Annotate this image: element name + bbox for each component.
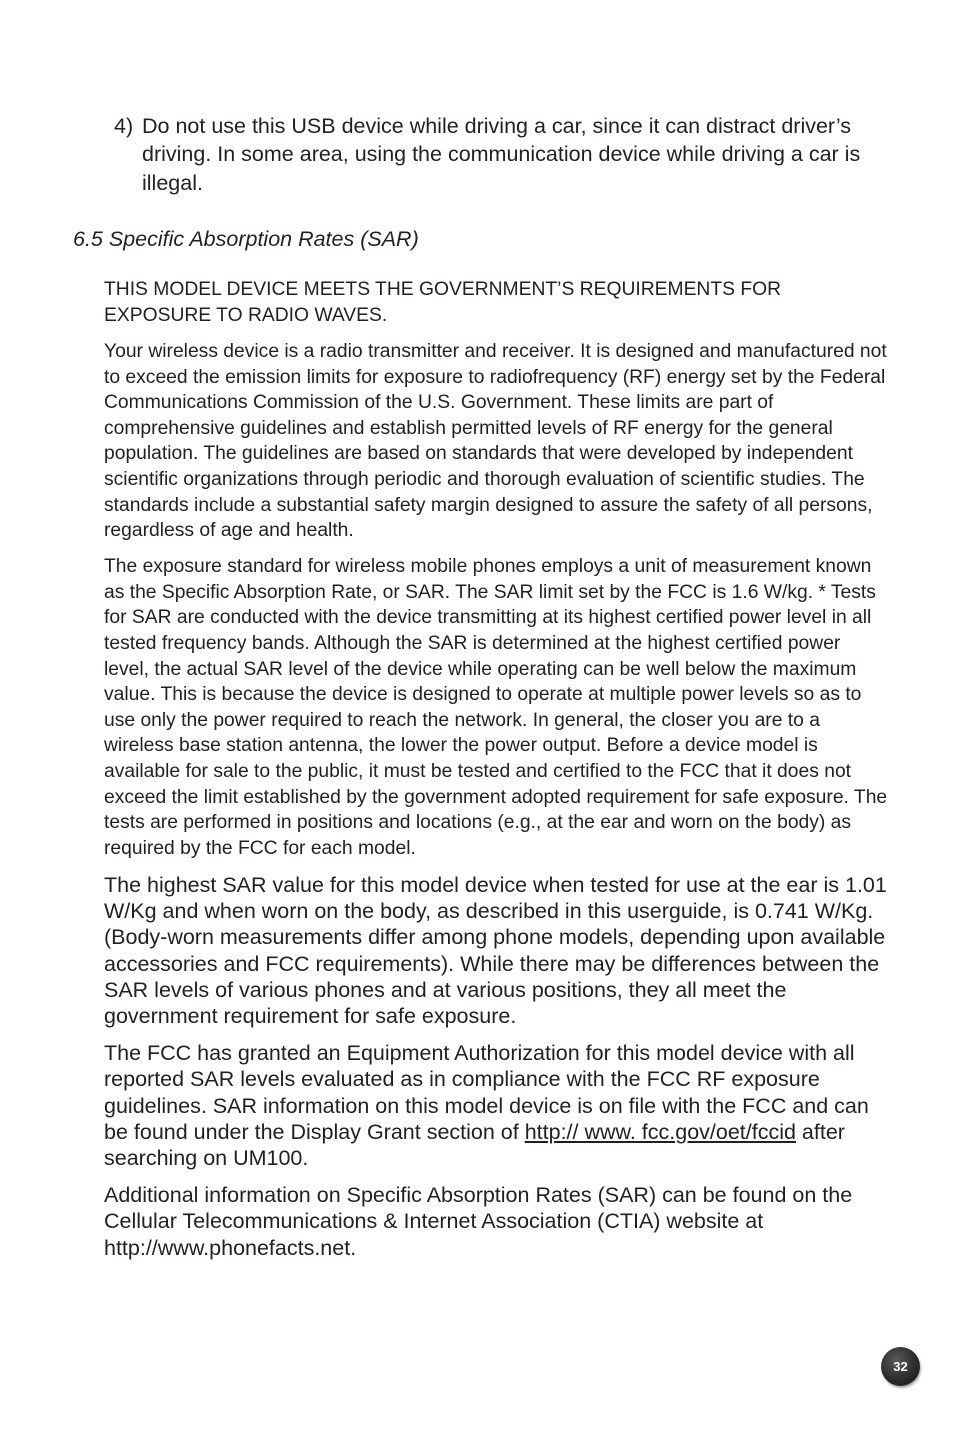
list-item-number: 4) (114, 114, 134, 138)
section-title: 6.5 Specific Absorption Rates (SAR) (73, 227, 419, 251)
fcc-text-before-link: The FCC has granted an Equipment Authorization for this model device with all reported SAR levels evaluated as in compliance with the FCC RF exposure guidelines. SAR information on this model device is on file with the FCC and can be found under the Display Grant section of (104, 1041, 869, 1145)
paragraph-additional-info: Additional information on Specific Absorption Rates (SAR) can be found on the Cellular Telecommunications & Internet Association (CTIA) website at http://www.phonefacts.net. (104, 1183, 853, 1260)
paragraph-highest-sar: The highest SAR value for this model device when tested for use at the ear is 1.01 W/Kg and when worn on the body, as described in this userguide, is 0.741 W/Kg. (Body-worn measurements differ among phone models, depending upon available accessories and FCC requirements). While there may be differences between the SAR levels of various phones and at various positions, they all meet the government requirement for safe exposure. (104, 872, 887, 1029)
paragraph-exposure-standard: The exposure standard for wireless mobile phones employs a unit of measurement known as the Specific Absorption Rate, or SAR. The SAR limit set by the FCC is 1.6 W/kg. * Tests for SAR are conducted with the device transmitting at its highest certified power level in all tested frequency bands. Although the SAR is determined at the highest certified power level, the actual SAR level of the device while operating can be well below the maximum value. This is because the device is designed to operate at multiple power levels so as to use only the power required to reach the network. In general, the closer you are to a wireless base station antenna, the lower the power output. Before a device model is available for sale to the public, it must be tested and certified to the FCC that it does not exceed the limit established by the government adopted requirement for safe exposure. The tests are performed in positions and locations (e.g., at the ear and worn on the body) as required by the FCC for each model. (104, 556, 888, 859)
page-number-badge (881, 1347, 920, 1386)
sar-body (104, 277, 890, 1272)
list-item-4 (114, 112, 874, 197)
paragraph-transmitter: Your wireless device is a radio transmitter and receiver. It is designed and manufactured not to exceed the emission limits for exposure to radiofrequency (RF) energy set by the Federal Communications Commission of the U.S. Government. These limits are part of comprehensive guidelines and establish permitted levels of RF energy for the general population. The guidelines are based on standards that were developed by independent scientific organizations through periodic and thorough evaluation of scientific studies. The standards include a substantial safety margin designed to assure the safety of all persons, regardless of age and health. (104, 341, 887, 542)
fcc-id-link[interactable]: http:// www. fcc.gov/oet/fccid (524, 1120, 796, 1145)
list-item-text: Do not use this USB device while driving a car, since it can distract driver’s driving. In some area, using the communication device while driving a car is illegal. (142, 114, 861, 195)
paragraph-fcc-authorization (104, 1040, 890, 1171)
fcc-text-after-link: after searching on UM100. (104, 1120, 845, 1171)
requirements-notice: THIS MODEL DEVICE MEETS THE GOVERNMENT’S REQUIREMENTS FOR EXPOSURE TO RADIO WAVES. (104, 279, 782, 326)
page-number: 32 (893, 1359, 908, 1374)
